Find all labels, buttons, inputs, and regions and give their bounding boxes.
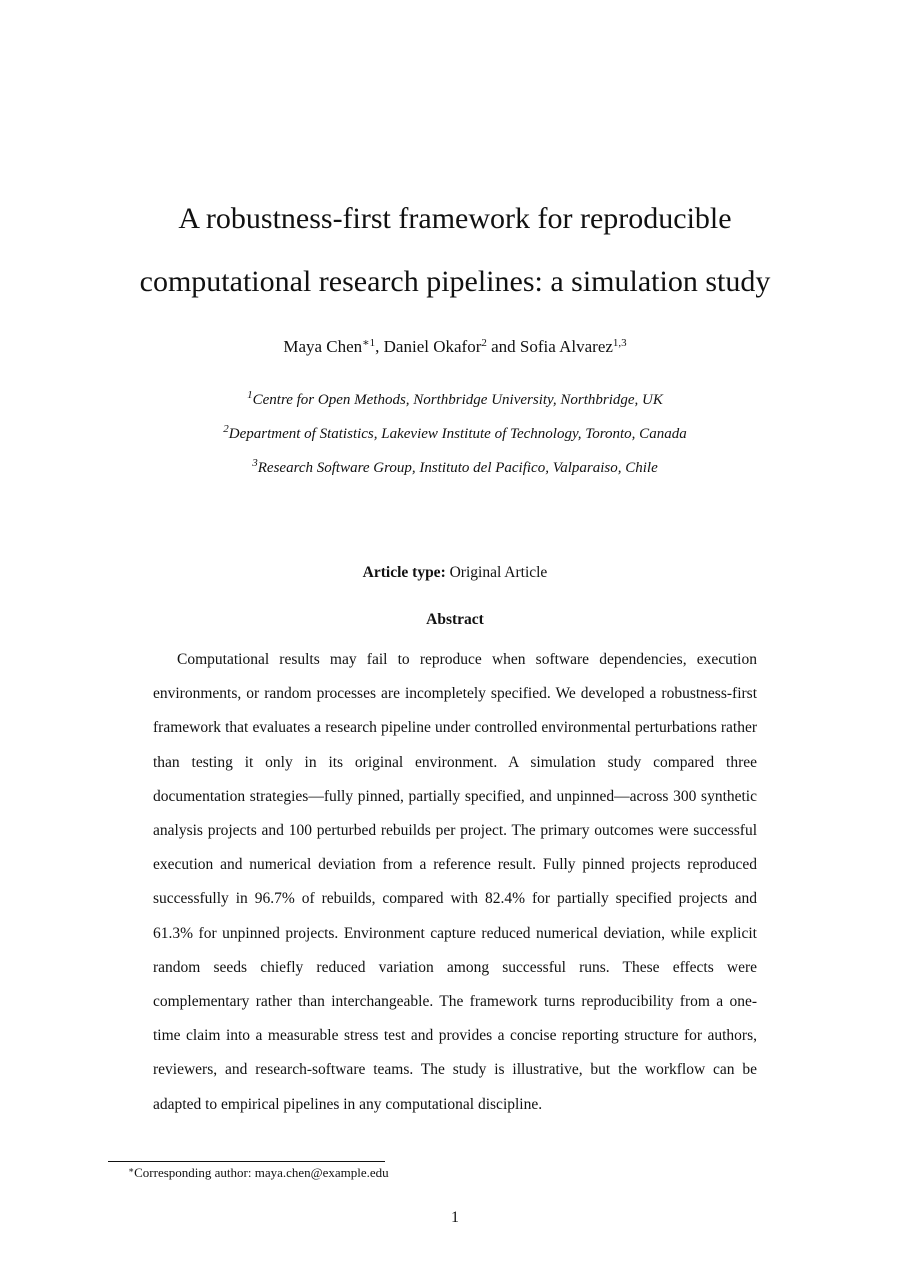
corresponding-author-footnote (128, 1164, 728, 1182)
page-number: 1 (451, 1209, 459, 1226)
author-affiliation-marks: 2 (481, 337, 487, 349)
author-separator: , (375, 337, 384, 356)
abstract-heading: Abstract (426, 611, 484, 628)
affiliation-number: 3 (252, 457, 258, 469)
author-name: Maya Chen (283, 337, 363, 356)
affiliation-item (60, 420, 850, 454)
author-separator: and (486, 337, 520, 356)
footnote-divider (108, 1161, 385, 1162)
paper-title-line-1: A robustness-first framework for reproducible (178, 202, 732, 235)
affiliation-item (60, 454, 850, 488)
paper-title (60, 187, 850, 313)
footnote-text: Corresponding author: maya.chen@example.edu (134, 1165, 389, 1180)
author-affiliation-marks: 1,3 (612, 337, 627, 349)
article-type (60, 561, 850, 585)
article-type-value: Original Article (449, 564, 548, 581)
author-list (60, 333, 850, 361)
article-type-label: Article type: (362, 564, 446, 581)
footnote-mark: ∗ (128, 1165, 135, 1175)
affiliation-number: 2 (223, 423, 229, 435)
author-name: Daniel Okafor (383, 337, 482, 356)
abstract-text: Computational results may fail to reproduce when software dependencies, execution environments, or random processes are incompletely specified. We developed a robustness-first framework that evaluates a research pipeline under controlled environmental perturbations rather than testing it only in its original environment. A simulation study compared three documentation strategies—fully pinned, partially specified, and unpinned—across 300 synthetic analysis projects and 100 perturbed rebuilds per project. The primary outcomes were successful execution and numerical deviation from a reference result. Fully pinned projects reproduced successfully in 96.7% of rebuilds, compared with 82.4% for partially specified projects and 61.3% for unpinned projects. Environment capture reduced numerical deviation, while explicit random seeds chiefly reduced variation among successful runs. These effects were complementary rather than interchangeable. The framework turns reproducibility from a one-time claim into a measurable stress test and provides a concise reporting structure for authors, reviewers, and research-software teams. The study is illustrative, but the workflow can be adapted to empirical pipelines in any computational discipline. (153, 651, 757, 1113)
affiliation-item (60, 386, 850, 420)
paper-title-line-2: computational research pipelines: a simulation study (139, 265, 771, 298)
author-name: Sofia Alvarez (519, 337, 613, 356)
affiliation-text: Centre for Open Methods, Northbridge University, Northbridge, UK (252, 392, 663, 408)
affiliation-text: Research Software Group, Instituto del Pacifico, Valparaiso, Chile (257, 460, 658, 476)
author-affiliation-marks: ∗1 (362, 337, 376, 349)
affiliation-text: Department of Statistics, Lakeview Institute of Technology, Toronto, Canada (228, 426, 687, 442)
affiliation-number: 1 (247, 389, 253, 401)
affiliation-list (60, 386, 850, 488)
